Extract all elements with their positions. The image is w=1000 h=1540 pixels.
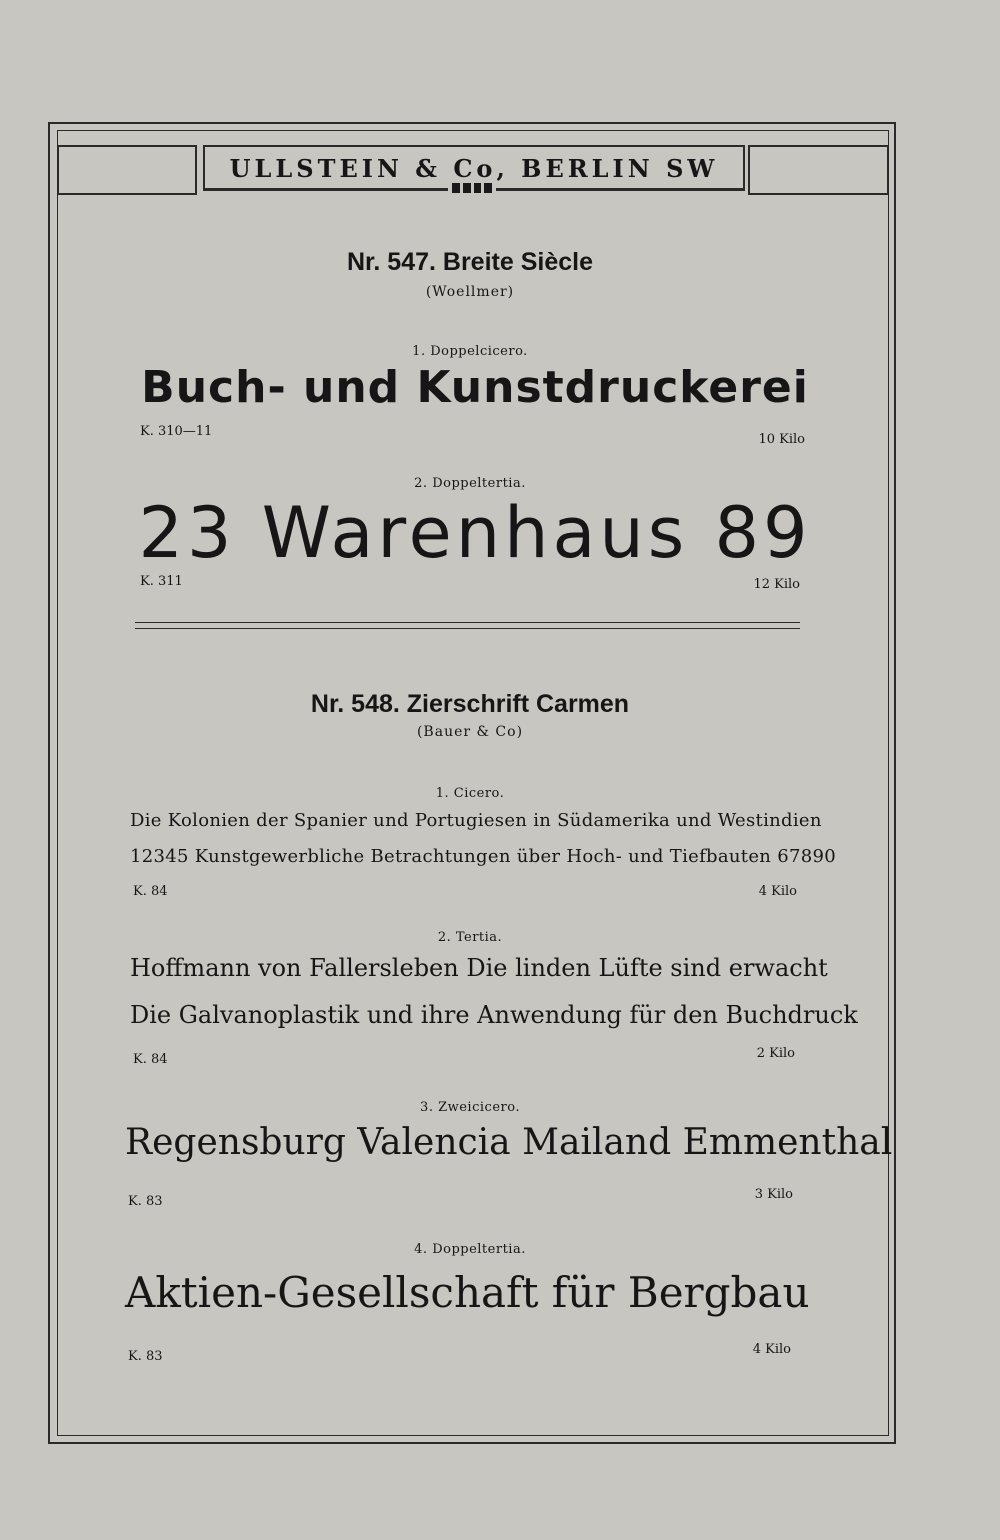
header-left-box	[57, 145, 197, 195]
catalog-code: K. 83	[128, 1194, 163, 1209]
header-title: ULLSTEIN & Co, BERLIN SW	[229, 153, 719, 183]
sample-size-label: 2. Doppeltertia.	[414, 476, 526, 491]
type-sample-line: Aktien-Gesellschaft für Bergbau	[125, 1268, 810, 1317]
catalog-code: K. 310—11	[140, 424, 213, 439]
type-sample-line: Die Galvanoplastik und ihre Anwendung für den Buchdruck	[130, 1001, 858, 1029]
type-sample: Buch- und Kunstdruckerei	[141, 362, 809, 413]
inner-border	[57, 130, 893, 1436]
weight-label: 2 Kilo	[756, 1046, 795, 1061]
weight-label: 10 Kilo	[758, 432, 805, 447]
sample-size-label: 2. Tertia.	[437, 930, 503, 945]
weight-label: 4 Kilo	[752, 1342, 791, 1357]
weight-label: 12 Kilo	[753, 577, 800, 592]
sample-size-label: 4. Doppeltertia.	[414, 1242, 526, 1257]
sample-size-label: 1. Doppelcicero.	[412, 344, 528, 359]
section1-foundry: (Woellmer)	[425, 284, 515, 300]
type-sample: 23 Warenhaus 89	[138, 492, 812, 574]
type-sample-line: 12345 Kunstgewerbliche Betrachtungen über Hoch- und Tiefbauten 67890	[130, 846, 836, 867]
catalog-code: K. 83	[128, 1349, 163, 1364]
header-ornament	[448, 183, 496, 193]
type-sample-line: Hoffmann von Fallersleben Die linden Lüfte sind erwacht	[130, 954, 828, 982]
weight-label: 4 Kilo	[758, 884, 797, 899]
header-right-box	[748, 145, 889, 195]
catalog-code: K. 84	[133, 884, 168, 899]
sample-size-label: 3. Zweicicero.	[420, 1100, 520, 1115]
section2-foundry: (Bauer & Co)	[416, 724, 524, 740]
type-sample-line: Regensburg Valencia Mailand Emmenthal	[125, 1122, 893, 1163]
sample-size-label: 1. Cicero.	[435, 786, 505, 801]
section2-title: Nr. 548. Zierschrift Carmen	[310, 690, 630, 718]
weight-label: 3 Kilo	[754, 1187, 793, 1202]
catalog-code: K. 84	[133, 1052, 168, 1067]
section1-title: Nr. 547. Breite Siècle	[347, 248, 593, 276]
divider-rule	[135, 628, 800, 629]
type-sample-line: Die Kolonien der Spanier und Portugiesen in Südamerika und Westindien	[130, 810, 822, 831]
divider-rule	[135, 622, 800, 623]
catalog-code: K. 311	[140, 574, 183, 589]
